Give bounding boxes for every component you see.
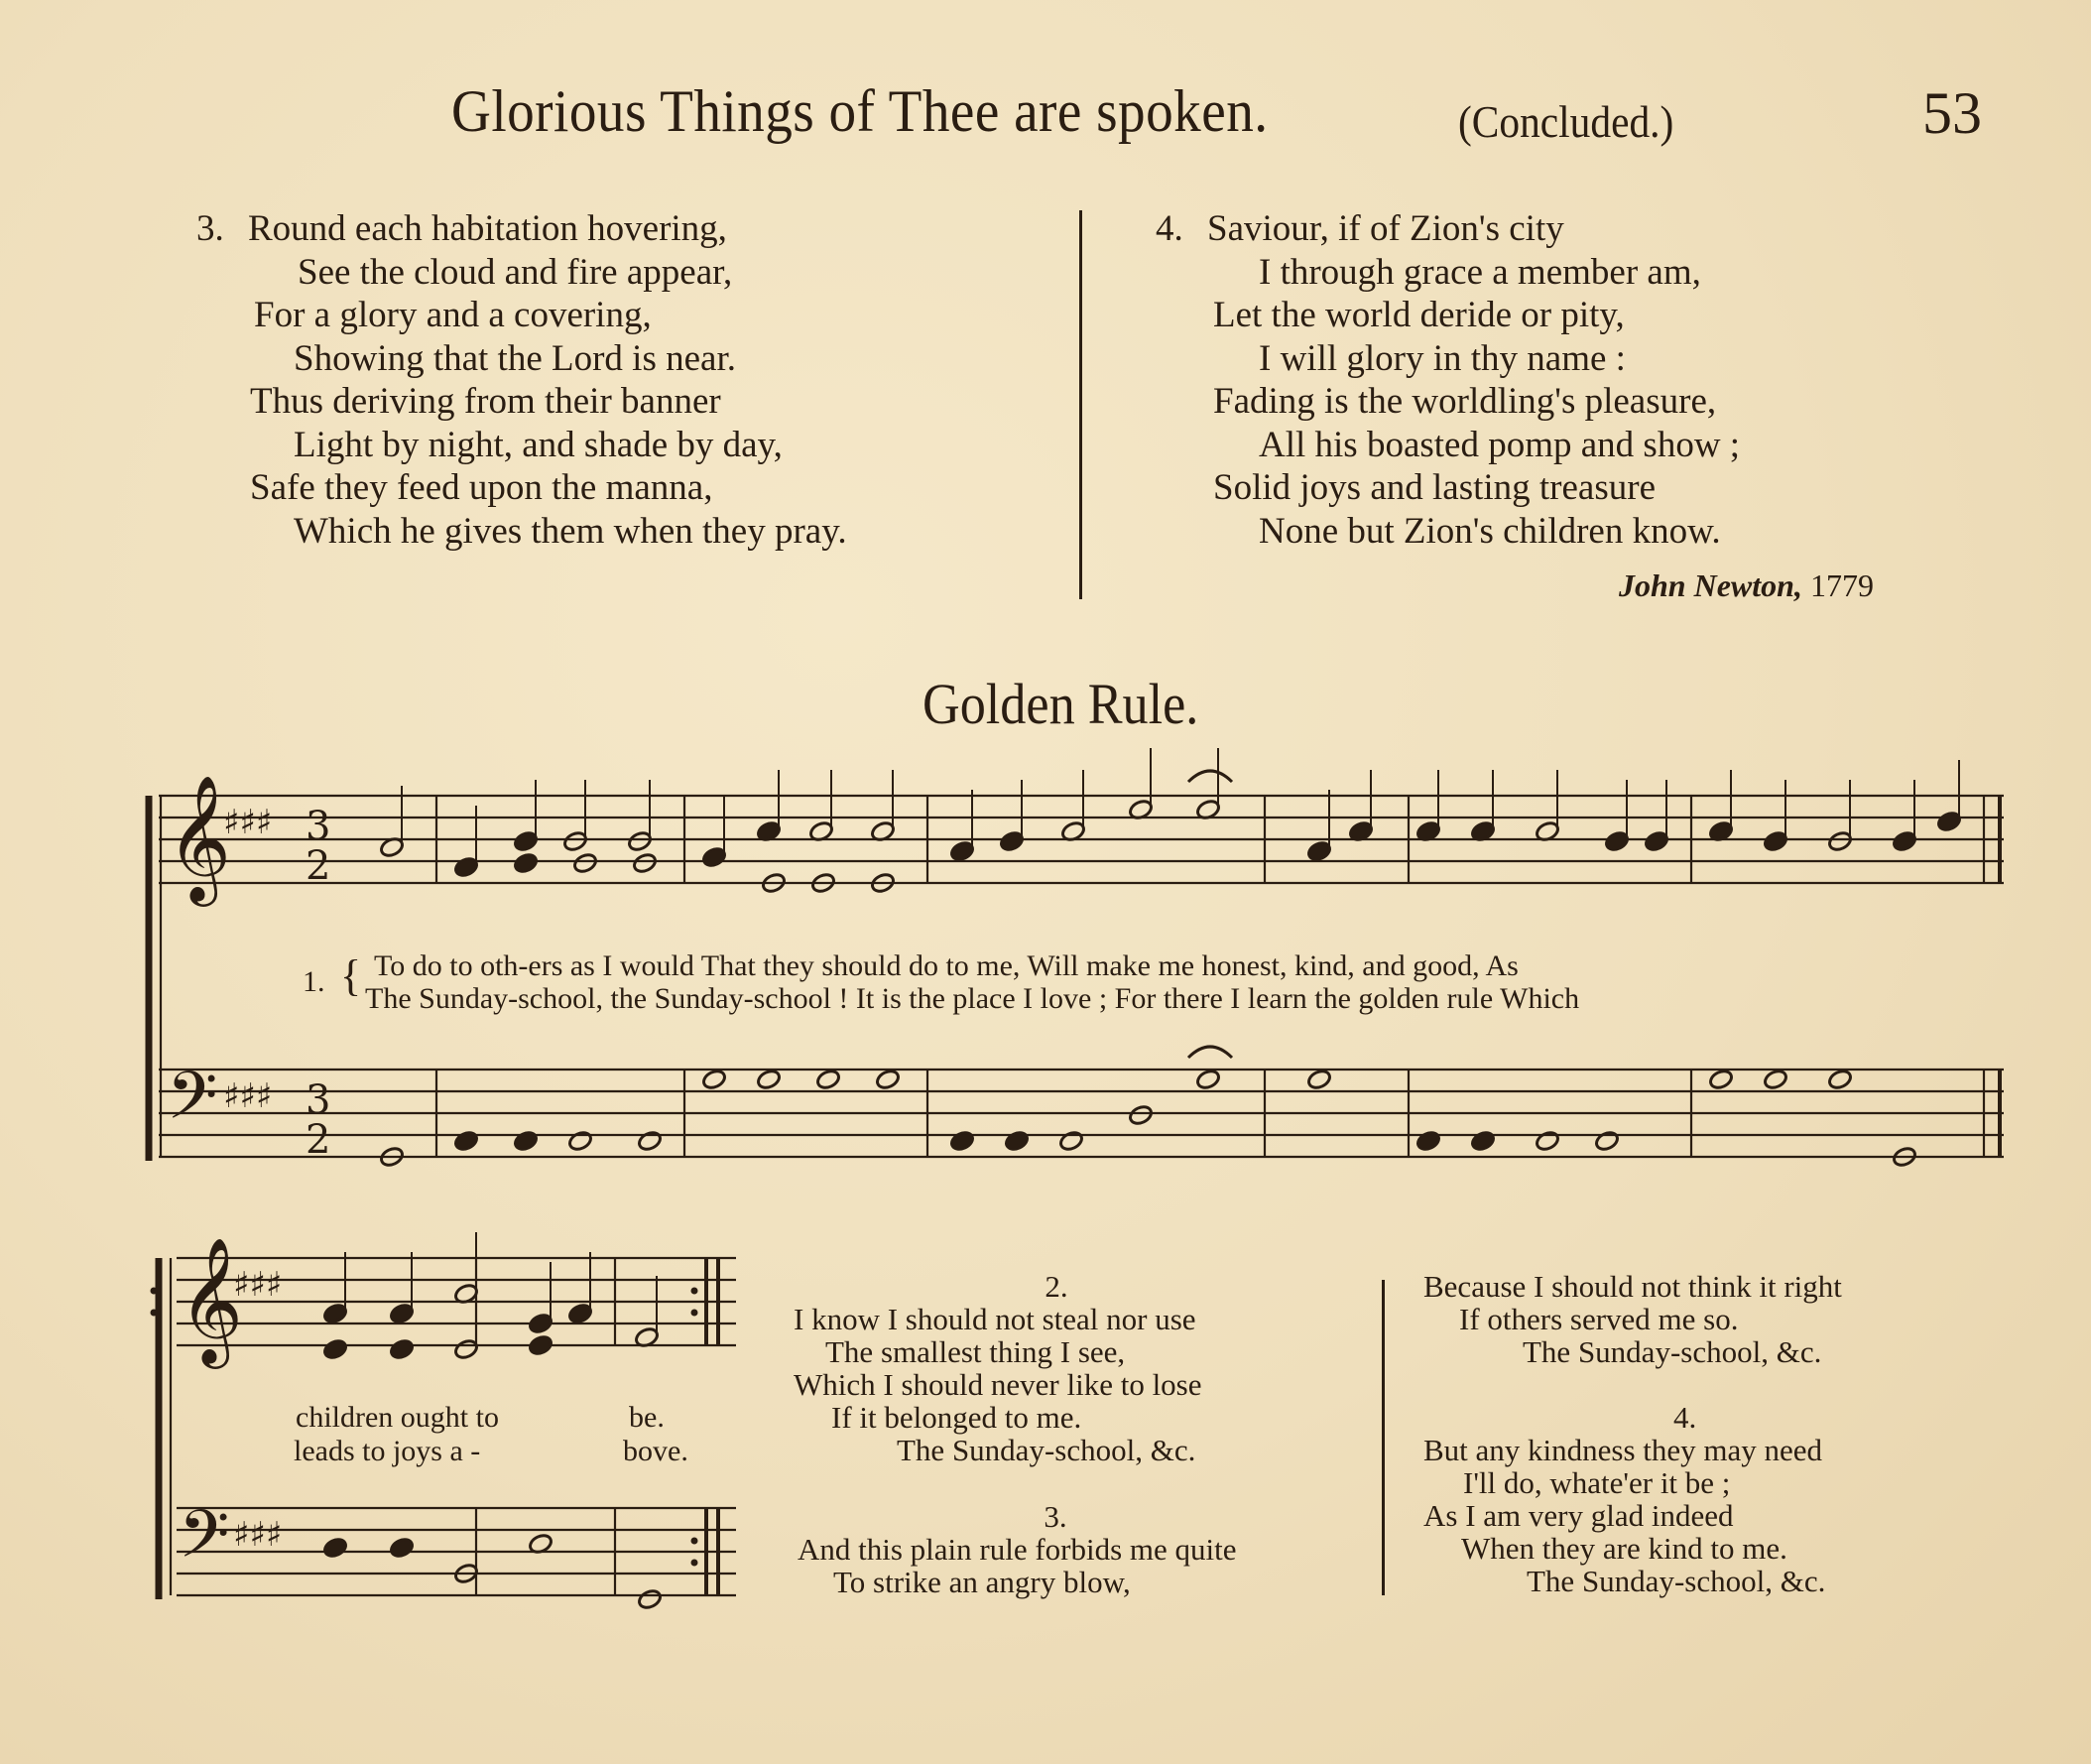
quarter-note [513, 1130, 539, 1153]
stanza-line: Light by night, and shade by day, [294, 424, 783, 465]
verse-3 [798, 1500, 1333, 1598]
song-title: Golden Rule. [922, 672, 1199, 736]
verse-number: 3. [1044, 1499, 1067, 1534]
bass-clef-icon: 𝄢 [167, 1058, 218, 1150]
half-note [637, 1588, 663, 1611]
half-note [1195, 1069, 1221, 1091]
key-sharps-icon: ♯♯♯ [233, 1515, 283, 1555]
verse-4 [1423, 1401, 2019, 1597]
fermata-icon [1188, 771, 1232, 782]
verse-line: But any kindness they may need [1423, 1433, 1823, 1467]
stanza-line: See the cloud and fire appear, [298, 251, 733, 293]
brace-glyph: { [340, 951, 362, 1000]
repeat-dot [151, 1310, 158, 1317]
stanza-line: All his boasted pomp and show ; [1259, 424, 1741, 465]
quarter-note [1004, 1130, 1030, 1153]
half-note [1827, 1069, 1853, 1091]
page-number: 53 [1922, 80, 1982, 146]
stanza-line: Which he gives them when they pray. [294, 510, 847, 552]
verse-number: 2. [1045, 1269, 1068, 1304]
key-sharps-icon: ♯♯♯ [223, 1076, 273, 1116]
verse-line: The Sunday-school, &c. [1527, 1564, 1826, 1598]
fermata-icon [1188, 1047, 1232, 1058]
stanza-line: Saviour, if of Zion's city [1207, 208, 1564, 249]
stanza-line: Solid joys and lasting treasure [1213, 467, 1656, 508]
half-note [1763, 1069, 1788, 1091]
quarter-note [322, 1338, 348, 1361]
half-note [875, 1069, 901, 1091]
verse-line: The Sunday-school, &c. [897, 1433, 1196, 1467]
verse-line: I'll do, whate'er it be ; [1463, 1465, 1731, 1500]
verse-line: Because I should not think it right [1423, 1269, 1842, 1304]
end-lyric-1b: be. [629, 1401, 665, 1434]
verse-line: I know I should not steal nor use [794, 1302, 1196, 1336]
author-year: 1779 [1809, 567, 1874, 603]
time-sig-bottom: 2 [306, 1117, 331, 1163]
verse-line: As I am very glad indeed [1423, 1498, 1734, 1533]
half-note [815, 1069, 841, 1091]
time-sig-top: 3 [306, 804, 331, 849]
key-sharps-icon: ♯♯♯ [233, 1265, 283, 1305]
stanza-line: Showing that the Lord is near. [294, 337, 736, 379]
quarter-note [1470, 1130, 1496, 1153]
verse-column-divider [1382, 1280, 1385, 1595]
repeat-dot [151, 1288, 158, 1295]
verse-line: To strike an angry blow, [833, 1565, 1131, 1599]
key-sharps-icon: ♯♯♯ [223, 803, 273, 842]
quarter-note [322, 1537, 348, 1560]
stanza-line: I will glory in thy name : [1259, 337, 1626, 379]
quarter-note [389, 1338, 415, 1361]
quarter-note [528, 1334, 554, 1357]
stanza-line: For a glory and a covering, [254, 295, 652, 335]
end-lyric-1a: children ought to [296, 1401, 499, 1434]
treble-clef-icon: 𝄞 [179, 1236, 244, 1363]
time-sig-bottom: 2 [306, 843, 331, 889]
hymn-title: Glorious Things of Thee are spoken. [451, 78, 1269, 144]
stanza-line: Let the world deride or pity, [1213, 295, 1625, 335]
verse-line: If others served me so. [1459, 1302, 1739, 1336]
verse-line: And this plain rule forbids me quite [798, 1532, 1237, 1567]
half-note [1535, 1130, 1560, 1153]
hymn-subtitle: (Concluded.) [1458, 96, 1674, 147]
end-lyric-2b: bove. [623, 1435, 688, 1467]
half-note [567, 1130, 593, 1153]
half-note [701, 1069, 727, 1091]
repeat-dot [691, 1560, 698, 1567]
half-note [1594, 1130, 1620, 1153]
quarter-note [949, 1130, 975, 1153]
half-note [1058, 1130, 1084, 1153]
time-sig-top: 3 [306, 1077, 331, 1123]
verse-label: 1. [303, 965, 325, 998]
author-name: John Newton, [1619, 567, 1802, 603]
stanza-line: Round each habitation hovering, [248, 208, 727, 249]
half-note [1128, 1104, 1154, 1127]
stanza-number: 3. [196, 208, 224, 249]
repeat-dot [691, 1288, 698, 1295]
verse-3-continued [1423, 1270, 2019, 1368]
repeat-dot [691, 1538, 698, 1545]
verse-line: The Sunday-school, &c. [1523, 1334, 1822, 1369]
bass-clef-icon: 𝄢 [179, 1496, 230, 1588]
stanza-line: Safe they feed upon the manna, [250, 467, 713, 508]
half-note [572, 852, 598, 875]
half-note [1306, 1069, 1332, 1091]
verse-2 [794, 1270, 1329, 1466]
verse-line: When they are kind to me. [1461, 1531, 1787, 1566]
lyric-line-2: The Sunday-school, the Sunday-school ! It is the place I love ; For there I learn the golden rule Which [365, 982, 1580, 1015]
half-note [637, 1130, 663, 1153]
lyric-line-1: To do to oth-ers as I would That they should do to me, Will make me honest, kind, and good, As [374, 949, 1519, 982]
half-note [1708, 1069, 1734, 1091]
quarter-note [1415, 1130, 1441, 1153]
stanza-line: I through grace a member am, [1259, 251, 1701, 293]
half-note [756, 1069, 782, 1091]
treble-clef-icon: 𝄞 [167, 774, 232, 901]
verse-line: The smallest thing I see, [825, 1334, 1126, 1369]
verse-line: Which I should never like to lose [794, 1367, 1202, 1402]
stanza-line: Thus deriving from their banner [250, 381, 721, 422]
verse-number: 4. [1673, 1400, 1697, 1435]
repeat-dot [691, 1310, 698, 1317]
stanza-line: Fading is the worldling's pleasure, [1213, 381, 1717, 422]
quarter-note [453, 1130, 479, 1153]
end-lyric-2a: leads to joys a - [294, 1435, 481, 1467]
quarter-note [513, 852, 539, 875]
quarter-note [389, 1537, 415, 1560]
half-note [632, 852, 658, 875]
verse-line: If it belonged to me. [831, 1400, 1082, 1435]
stanza-line: None but Zion's children know. [1259, 510, 1721, 552]
stanza-number: 4. [1156, 208, 1183, 249]
